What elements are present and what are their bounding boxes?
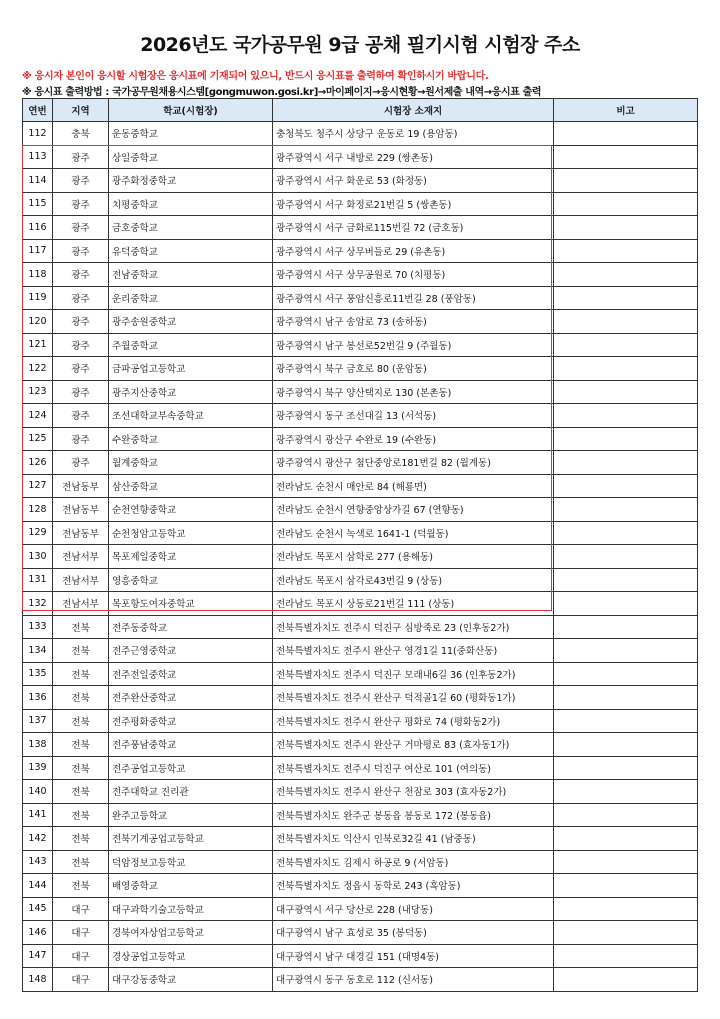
row-school: 운동중학교 xyxy=(109,122,273,146)
row-school: 삼산중학교 xyxy=(109,474,273,498)
row-region: 전북 xyxy=(53,662,109,686)
row-note xyxy=(554,380,698,404)
row-school: 경북여자상업고등학교 xyxy=(109,921,273,945)
row-region: 충북 xyxy=(53,122,109,146)
row-school: 대구과학기술고등학교 xyxy=(109,897,273,921)
row-no: 137 xyxy=(23,709,53,733)
row-region: 전북 xyxy=(53,827,109,851)
row-school: 목포항도여자중학교 xyxy=(109,592,273,616)
header-region: 지역 xyxy=(53,99,109,122)
row-region: 광주 xyxy=(53,451,109,475)
row-no: 138 xyxy=(23,733,53,757)
table-row xyxy=(23,451,698,475)
table-row xyxy=(23,756,698,780)
row-address: 대구광역시 남구 효성로 35 (봉덕동) xyxy=(273,921,554,945)
row-note xyxy=(554,192,698,216)
row-region: 전남서부 xyxy=(53,592,109,616)
row-no: 126 xyxy=(23,451,53,475)
row-no: 120 xyxy=(23,310,53,334)
table-row xyxy=(23,263,698,287)
row-school: 상일중학교 xyxy=(109,145,273,169)
row-school: 전남중학교 xyxy=(109,263,273,287)
table-row xyxy=(23,827,698,851)
table-row xyxy=(23,498,698,522)
row-school: 광주화정중학교 xyxy=(109,169,273,193)
row-address: 전북특별자치도 전주시 완산구 영경1길 11(중화산동) xyxy=(273,639,554,663)
table-row xyxy=(23,944,698,968)
row-note xyxy=(554,780,698,804)
row-no: 125 xyxy=(23,427,53,451)
row-no: 122 xyxy=(23,357,53,381)
table-row xyxy=(23,169,698,193)
row-note xyxy=(554,545,698,569)
row-no: 131 xyxy=(23,568,53,592)
table-row xyxy=(23,216,698,240)
row-region: 광주 xyxy=(53,192,109,216)
row-note xyxy=(554,850,698,874)
row-region: 광주 xyxy=(53,216,109,240)
row-address: 전북특별자치도 전주시 완산구 거마평로 83 (효자동1가) xyxy=(273,733,554,757)
row-address: 충청북도 청주시 상당구 운동로 19 (용암동) xyxy=(273,122,554,146)
row-address: 광주광역시 서구 상무버들로 29 (유촌동) xyxy=(273,239,554,263)
row-region: 광주 xyxy=(53,263,109,287)
row-address: 전라남도 목포시 삼학로 277 (용해동) xyxy=(273,545,554,569)
row-no: 142 xyxy=(23,827,53,851)
row-region: 대구 xyxy=(53,897,109,921)
table-row xyxy=(23,310,698,334)
row-no: 117 xyxy=(23,239,53,263)
row-note xyxy=(554,263,698,287)
row-no: 115 xyxy=(23,192,53,216)
table-row xyxy=(23,709,698,733)
row-school: 대구강동중학교 xyxy=(109,968,273,992)
row-school: 배영중학교 xyxy=(109,874,273,898)
row-address: 광주광역시 동구 조선대길 13 (서석동) xyxy=(273,404,554,428)
row-no: 128 xyxy=(23,498,53,522)
row-note xyxy=(554,427,698,451)
row-address: 전북특별자치도 익산시 인북로32길 41 (남중동) xyxy=(273,827,554,851)
row-note xyxy=(554,944,698,968)
row-school: 목포제일중학교 xyxy=(109,545,273,569)
row-note xyxy=(554,827,698,851)
row-region: 광주 xyxy=(53,404,109,428)
row-address: 전북특별자치도 전주시 완산구 천잠로 303 (효자동2가) xyxy=(273,780,554,804)
table-row xyxy=(23,874,698,898)
row-note xyxy=(554,310,698,334)
row-no: 140 xyxy=(23,780,53,804)
row-no: 136 xyxy=(23,686,53,710)
row-no: 121 xyxy=(23,333,53,357)
row-region: 광주 xyxy=(53,169,109,193)
row-no: 119 xyxy=(23,286,53,310)
row-address: 광주광역시 서구 풍암신흥로11번길 28 (풍암동) xyxy=(273,286,554,310)
row-note xyxy=(554,592,698,616)
row-region: 전남동부 xyxy=(53,474,109,498)
table-row xyxy=(23,333,698,357)
row-region: 광주 xyxy=(53,239,109,263)
row-school: 순천청암고등학교 xyxy=(109,521,273,545)
row-note xyxy=(554,451,698,475)
row-note xyxy=(554,286,698,310)
table-row xyxy=(23,592,698,616)
row-region: 전북 xyxy=(53,709,109,733)
row-note xyxy=(554,122,698,146)
row-school: 운리중학교 xyxy=(109,286,273,310)
row-note xyxy=(554,968,698,992)
row-region: 전북 xyxy=(53,780,109,804)
table-row xyxy=(23,357,698,381)
table-row xyxy=(23,380,698,404)
row-school: 전주평화중학교 xyxy=(109,709,273,733)
row-school: 전주전일중학교 xyxy=(109,662,273,686)
row-school: 완주고등학교 xyxy=(109,803,273,827)
row-school: 전주근영중학교 xyxy=(109,639,273,663)
row-region: 대구 xyxy=(53,921,109,945)
row-address: 광주광역시 서구 내방로 229 (쌍촌동) xyxy=(273,145,554,169)
table-row xyxy=(23,192,698,216)
page-title: 2026년도 국가공무원 9급 공채 필기시험 시험장 주소 xyxy=(140,34,580,56)
row-region: 전남서부 xyxy=(53,568,109,592)
row-address: 광주광역시 광산구 첨단중앙로181번길 82 (월계동) xyxy=(273,451,554,475)
row-region: 전북 xyxy=(53,803,109,827)
row-no: 114 xyxy=(23,169,53,193)
row-region: 전남서부 xyxy=(53,545,109,569)
table-row xyxy=(23,615,698,639)
row-region: 대구 xyxy=(53,968,109,992)
row-no: 124 xyxy=(23,404,53,428)
row-no: 143 xyxy=(23,850,53,874)
row-address: 전북특별자치도 김제시 하공로 9 (서암동) xyxy=(273,850,554,874)
row-school: 순천연향중학교 xyxy=(109,498,273,522)
row-no: 116 xyxy=(23,216,53,240)
row-no: 141 xyxy=(23,803,53,827)
table-row xyxy=(23,521,698,545)
row-region: 전북 xyxy=(53,615,109,639)
header-no: 연번 xyxy=(23,99,53,122)
row-note xyxy=(554,568,698,592)
row-address: 전북특별자치도 전주시 덕진구 여산로 101 (여의동) xyxy=(273,756,554,780)
table-row xyxy=(23,427,698,451)
row-no: 113 xyxy=(23,145,53,169)
row-note xyxy=(554,239,698,263)
row-note xyxy=(554,474,698,498)
row-school: 조선대학교부속중학교 xyxy=(109,404,273,428)
row-note xyxy=(554,803,698,827)
row-address: 광주광역시 서구 상무공원로 70 (치평동) xyxy=(273,263,554,287)
row-note xyxy=(554,897,698,921)
row-region: 전북 xyxy=(53,850,109,874)
row-address: 광주광역시 북구 양산택지로 130 (본촌동) xyxy=(273,380,554,404)
exam-site-table xyxy=(22,98,698,992)
header-note: 비고 xyxy=(554,99,698,122)
row-region: 광주 xyxy=(53,310,109,334)
table-row xyxy=(23,286,698,310)
row-note xyxy=(554,169,698,193)
row-no: 130 xyxy=(23,545,53,569)
row-region: 전남동부 xyxy=(53,521,109,545)
row-address: 전라남도 목포시 상동로21번길 111 (상동) xyxy=(273,592,554,616)
row-address: 광주광역시 남구 송암로 73 (송하동) xyxy=(273,310,554,334)
row-school: 전주동중학교 xyxy=(109,615,273,639)
row-note xyxy=(554,145,698,169)
row-address: 전북특별자치도 전주시 완산구 덕적골1길 60 (평화동1가) xyxy=(273,686,554,710)
row-school: 전북기계공업고등학교 xyxy=(109,827,273,851)
row-note xyxy=(554,615,698,639)
row-school: 덕암정보고등학교 xyxy=(109,850,273,874)
row-school: 광주지산중학교 xyxy=(109,380,273,404)
row-address: 광주광역시 서구 금화로115번길 72 (금호동) xyxy=(273,216,554,240)
table-row xyxy=(23,639,698,663)
row-address: 광주광역시 서구 화운로 53 (화정동) xyxy=(273,169,554,193)
row-address: 광주광역시 남구 봉선로52번길 9 (주월동) xyxy=(273,333,554,357)
table-row xyxy=(23,662,698,686)
row-region: 대구 xyxy=(53,944,109,968)
row-school: 전주대학교 진리관 xyxy=(109,780,273,804)
warning-notice: ※ 응시자 본인이 응시할 시험장은 응시표에 기재되어 있으니, 반드시 응시표를 출력하여 확인하시기 바랍니다. xyxy=(22,71,489,82)
row-no: 134 xyxy=(23,639,53,663)
row-no: 127 xyxy=(23,474,53,498)
row-region: 전북 xyxy=(53,874,109,898)
row-region: 광주 xyxy=(53,427,109,451)
table-body xyxy=(23,122,698,992)
row-no: 144 xyxy=(23,874,53,898)
row-note xyxy=(554,921,698,945)
row-no: 112 xyxy=(23,122,53,146)
row-note xyxy=(554,686,698,710)
row-school: 유덕중학교 xyxy=(109,239,273,263)
row-school: 금호중학교 xyxy=(109,216,273,240)
row-address: 전라남도 순천시 녹색로 1641-1 (덕월동) xyxy=(273,521,554,545)
row-no: 146 xyxy=(23,921,53,945)
table-row xyxy=(23,404,698,428)
row-region: 전북 xyxy=(53,733,109,757)
row-school: 수완중학교 xyxy=(109,427,273,451)
row-no: 145 xyxy=(23,897,53,921)
row-note xyxy=(554,733,698,757)
header-school: 학교(시험장) xyxy=(109,99,273,122)
row-school: 경상공업고등학교 xyxy=(109,944,273,968)
row-address: 대구광역시 서구 당산로 228 (내당동) xyxy=(273,897,554,921)
row-no: 132 xyxy=(23,592,53,616)
row-address: 전북특별자치도 정읍시 동학로 243 (흑암동) xyxy=(273,874,554,898)
row-school: 월계중학교 xyxy=(109,451,273,475)
table-row xyxy=(23,850,698,874)
row-region: 광주 xyxy=(53,380,109,404)
row-region: 전남동부 xyxy=(53,498,109,522)
row-no: 135 xyxy=(23,662,53,686)
row-school: 주월중학교 xyxy=(109,333,273,357)
table-row xyxy=(23,780,698,804)
row-no: 133 xyxy=(23,615,53,639)
table-row xyxy=(23,545,698,569)
table-row xyxy=(23,239,698,263)
row-address: 전라남도 순천시 연향중앙상가길 67 (연향동) xyxy=(273,498,554,522)
row-school: 전주공업고등학교 xyxy=(109,756,273,780)
row-no: 147 xyxy=(23,944,53,968)
row-school: 영흥중학교 xyxy=(109,568,273,592)
row-region: 광주 xyxy=(53,286,109,310)
row-region: 광주 xyxy=(53,145,109,169)
row-address: 전북특별자치도 전주시 덕진구 심방죽로 23 (인후동2가) xyxy=(273,615,554,639)
row-note xyxy=(554,709,698,733)
row-school: 치평중학교 xyxy=(109,192,273,216)
row-no: 148 xyxy=(23,968,53,992)
row-address: 광주광역시 광산구 수완로 19 (수완동) xyxy=(273,427,554,451)
row-address: 전북특별자치도 전주시 완산구 평화로 74 (평화동2가) xyxy=(273,709,554,733)
row-note xyxy=(554,216,698,240)
row-note xyxy=(554,639,698,663)
row-school: 전주풍남중학교 xyxy=(109,733,273,757)
table-row xyxy=(23,474,698,498)
row-no: 129 xyxy=(23,521,53,545)
row-address: 전라남도 순천시 매안로 84 (해룡면) xyxy=(273,474,554,498)
row-school: 금파공업고등학교 xyxy=(109,357,273,381)
row-note xyxy=(554,662,698,686)
row-note xyxy=(554,874,698,898)
table-row xyxy=(23,122,698,146)
row-note xyxy=(554,521,698,545)
row-address: 광주광역시 북구 금호로 80 (운암동) xyxy=(273,357,554,381)
row-address: 광주광역시 서구 화정로21번길 5 (쌍촌동) xyxy=(273,192,554,216)
row-note xyxy=(554,404,698,428)
header-address: 시험장 소재지 xyxy=(273,99,554,122)
row-region: 전북 xyxy=(53,639,109,663)
row-address: 전북특별자치도 전주시 덕진구 모래내6길 36 (인후동2가) xyxy=(273,662,554,686)
row-no: 118 xyxy=(23,263,53,287)
table-row xyxy=(23,968,698,992)
row-no: 123 xyxy=(23,380,53,404)
row-note xyxy=(554,756,698,780)
row-region: 전북 xyxy=(53,686,109,710)
table-row xyxy=(23,686,698,710)
table-row xyxy=(23,145,698,169)
row-region: 전북 xyxy=(53,756,109,780)
row-note xyxy=(554,498,698,522)
row-address: 전라남도 목포시 삼각로43번길 9 (상동) xyxy=(273,568,554,592)
row-school: 전주완산중학교 xyxy=(109,686,273,710)
row-address: 전북특별자치도 완주군 봉동읍 봉동로 172 (봉동읍) xyxy=(273,803,554,827)
table-row xyxy=(23,568,698,592)
table-header-row xyxy=(23,99,698,122)
row-note xyxy=(554,357,698,381)
row-school: 광주송원중학교 xyxy=(109,310,273,334)
row-address: 대구광역시 남구 대경길 151 (대명4동) xyxy=(273,944,554,968)
row-no: 139 xyxy=(23,756,53,780)
row-address: 대구광역시 동구 동호로 112 (신서동) xyxy=(273,968,554,992)
row-region: 광주 xyxy=(53,357,109,381)
table-row xyxy=(23,921,698,945)
table-row xyxy=(23,897,698,921)
print-method-notice: ※ 응시표 출력방법 : 국가공무원채용시스템[gongmuwon.gosi.kr]→마이페이지→응시현황→원서제출 내역→응시표 출력 xyxy=(22,87,542,98)
row-note xyxy=(554,333,698,357)
table-row xyxy=(23,733,698,757)
row-region: 광주 xyxy=(53,333,109,357)
table-row xyxy=(23,803,698,827)
